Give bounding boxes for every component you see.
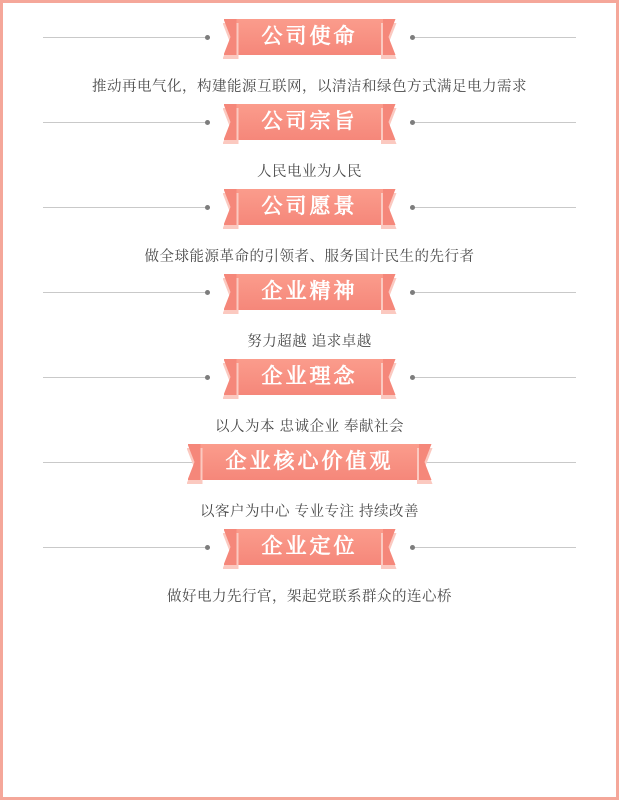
ribbon-title-philosophy bbox=[236, 359, 384, 395]
ribbon-title-mission bbox=[236, 19, 384, 55]
ribbon-tail-left-icon bbox=[224, 274, 237, 310]
banner-row bbox=[29, 187, 590, 227]
section-caption: 人民电业为人民 bbox=[257, 164, 362, 180]
section-block-core-values bbox=[29, 442, 590, 527]
section-block-philosophy bbox=[29, 357, 590, 442]
ribbon-tail-right-icon bbox=[383, 274, 396, 310]
ribbon-label: 企业定位 bbox=[261, 535, 358, 558]
ribbon-title-positioning bbox=[236, 529, 384, 565]
connector-dot-left bbox=[205, 120, 210, 125]
ribbon-label: 企业核心价值观 bbox=[225, 450, 394, 473]
connector-line-right bbox=[410, 462, 577, 463]
banner-row bbox=[29, 527, 590, 567]
ribbon-label: 公司愿景 bbox=[261, 195, 358, 218]
section-caption: 做好电力先行官，架起党联系群众的连心桥 bbox=[167, 589, 452, 605]
section-caption: 以客户为中心 专业专注 持续改善 bbox=[199, 504, 420, 520]
ribbon-tail-left-icon bbox=[224, 104, 237, 140]
section-caption: 做全球能源革命的引领者、服务国计民生的先行者 bbox=[144, 249, 475, 265]
connector-dot-right bbox=[410, 375, 415, 380]
connector-line-right bbox=[410, 37, 577, 38]
banner-row bbox=[29, 442, 590, 482]
connector-dot-right bbox=[410, 290, 415, 295]
section-block-positioning bbox=[29, 527, 590, 612]
ribbon-tail-right-icon bbox=[383, 104, 396, 140]
section-caption: 努力超越 追求卓越 bbox=[247, 334, 372, 350]
connector-line-left bbox=[43, 292, 210, 293]
section-caption: 以人为本 忠诚企业 奉献社会 bbox=[214, 419, 405, 435]
connector-dot-left bbox=[205, 205, 210, 210]
banner-row bbox=[29, 102, 590, 142]
connector-dot-right bbox=[410, 120, 415, 125]
ribbon-label: 公司使命 bbox=[261, 25, 358, 48]
ribbon-tail-left-icon bbox=[224, 529, 237, 565]
connector-line-right bbox=[410, 547, 577, 548]
connector-line-left bbox=[43, 547, 210, 548]
ribbon-label: 公司宗旨 bbox=[261, 110, 358, 133]
ribbon-title-spirit bbox=[236, 274, 384, 310]
ribbon-tail-left-icon bbox=[224, 19, 237, 55]
connector-line-left bbox=[43, 462, 210, 463]
connector-line-left bbox=[43, 207, 210, 208]
connector-line-right bbox=[410, 292, 577, 293]
connector-line-left bbox=[43, 122, 210, 123]
connector-dot-right bbox=[410, 545, 415, 550]
banner-row bbox=[29, 357, 590, 397]
connector-line-right bbox=[410, 207, 577, 208]
ribbon-tail-right-icon bbox=[383, 529, 396, 565]
connector-dot-left bbox=[205, 290, 210, 295]
banner-row bbox=[29, 272, 590, 312]
section-block-vision bbox=[29, 187, 590, 272]
section-block-spirit bbox=[29, 272, 590, 357]
connector-line-left bbox=[43, 37, 210, 38]
connector-dot-left bbox=[205, 35, 210, 40]
ribbon-tail-right-icon bbox=[383, 19, 396, 55]
ribbon-tail-right-icon bbox=[383, 189, 396, 225]
ribbon-tail-left-icon bbox=[224, 189, 237, 225]
connector-dot-right bbox=[410, 205, 415, 210]
content-column bbox=[3, 3, 616, 797]
connector-line-left bbox=[43, 377, 210, 378]
connector-dot-left bbox=[205, 375, 210, 380]
section-block-purpose bbox=[29, 102, 590, 187]
connector-line-right bbox=[410, 377, 577, 378]
section-block-mission bbox=[29, 17, 590, 102]
ribbon-title-core-values bbox=[200, 444, 420, 480]
section-caption: 推动再电气化，构建能源互联网，以清洁和绿色方式满足电力需求 bbox=[92, 79, 527, 95]
ribbon-label: 企业理念 bbox=[261, 365, 358, 388]
ribbon-tail-left-icon bbox=[224, 359, 237, 395]
ribbon-label: 企业精神 bbox=[261, 280, 358, 303]
connector-dot-left bbox=[205, 545, 210, 550]
connector-line-right bbox=[410, 122, 577, 123]
ribbon-title-vision bbox=[236, 189, 384, 225]
ribbon-title-purpose bbox=[236, 104, 384, 140]
connector-dot-right bbox=[410, 35, 415, 40]
banner-row bbox=[29, 17, 590, 57]
ribbon-tail-right-icon bbox=[383, 359, 396, 395]
